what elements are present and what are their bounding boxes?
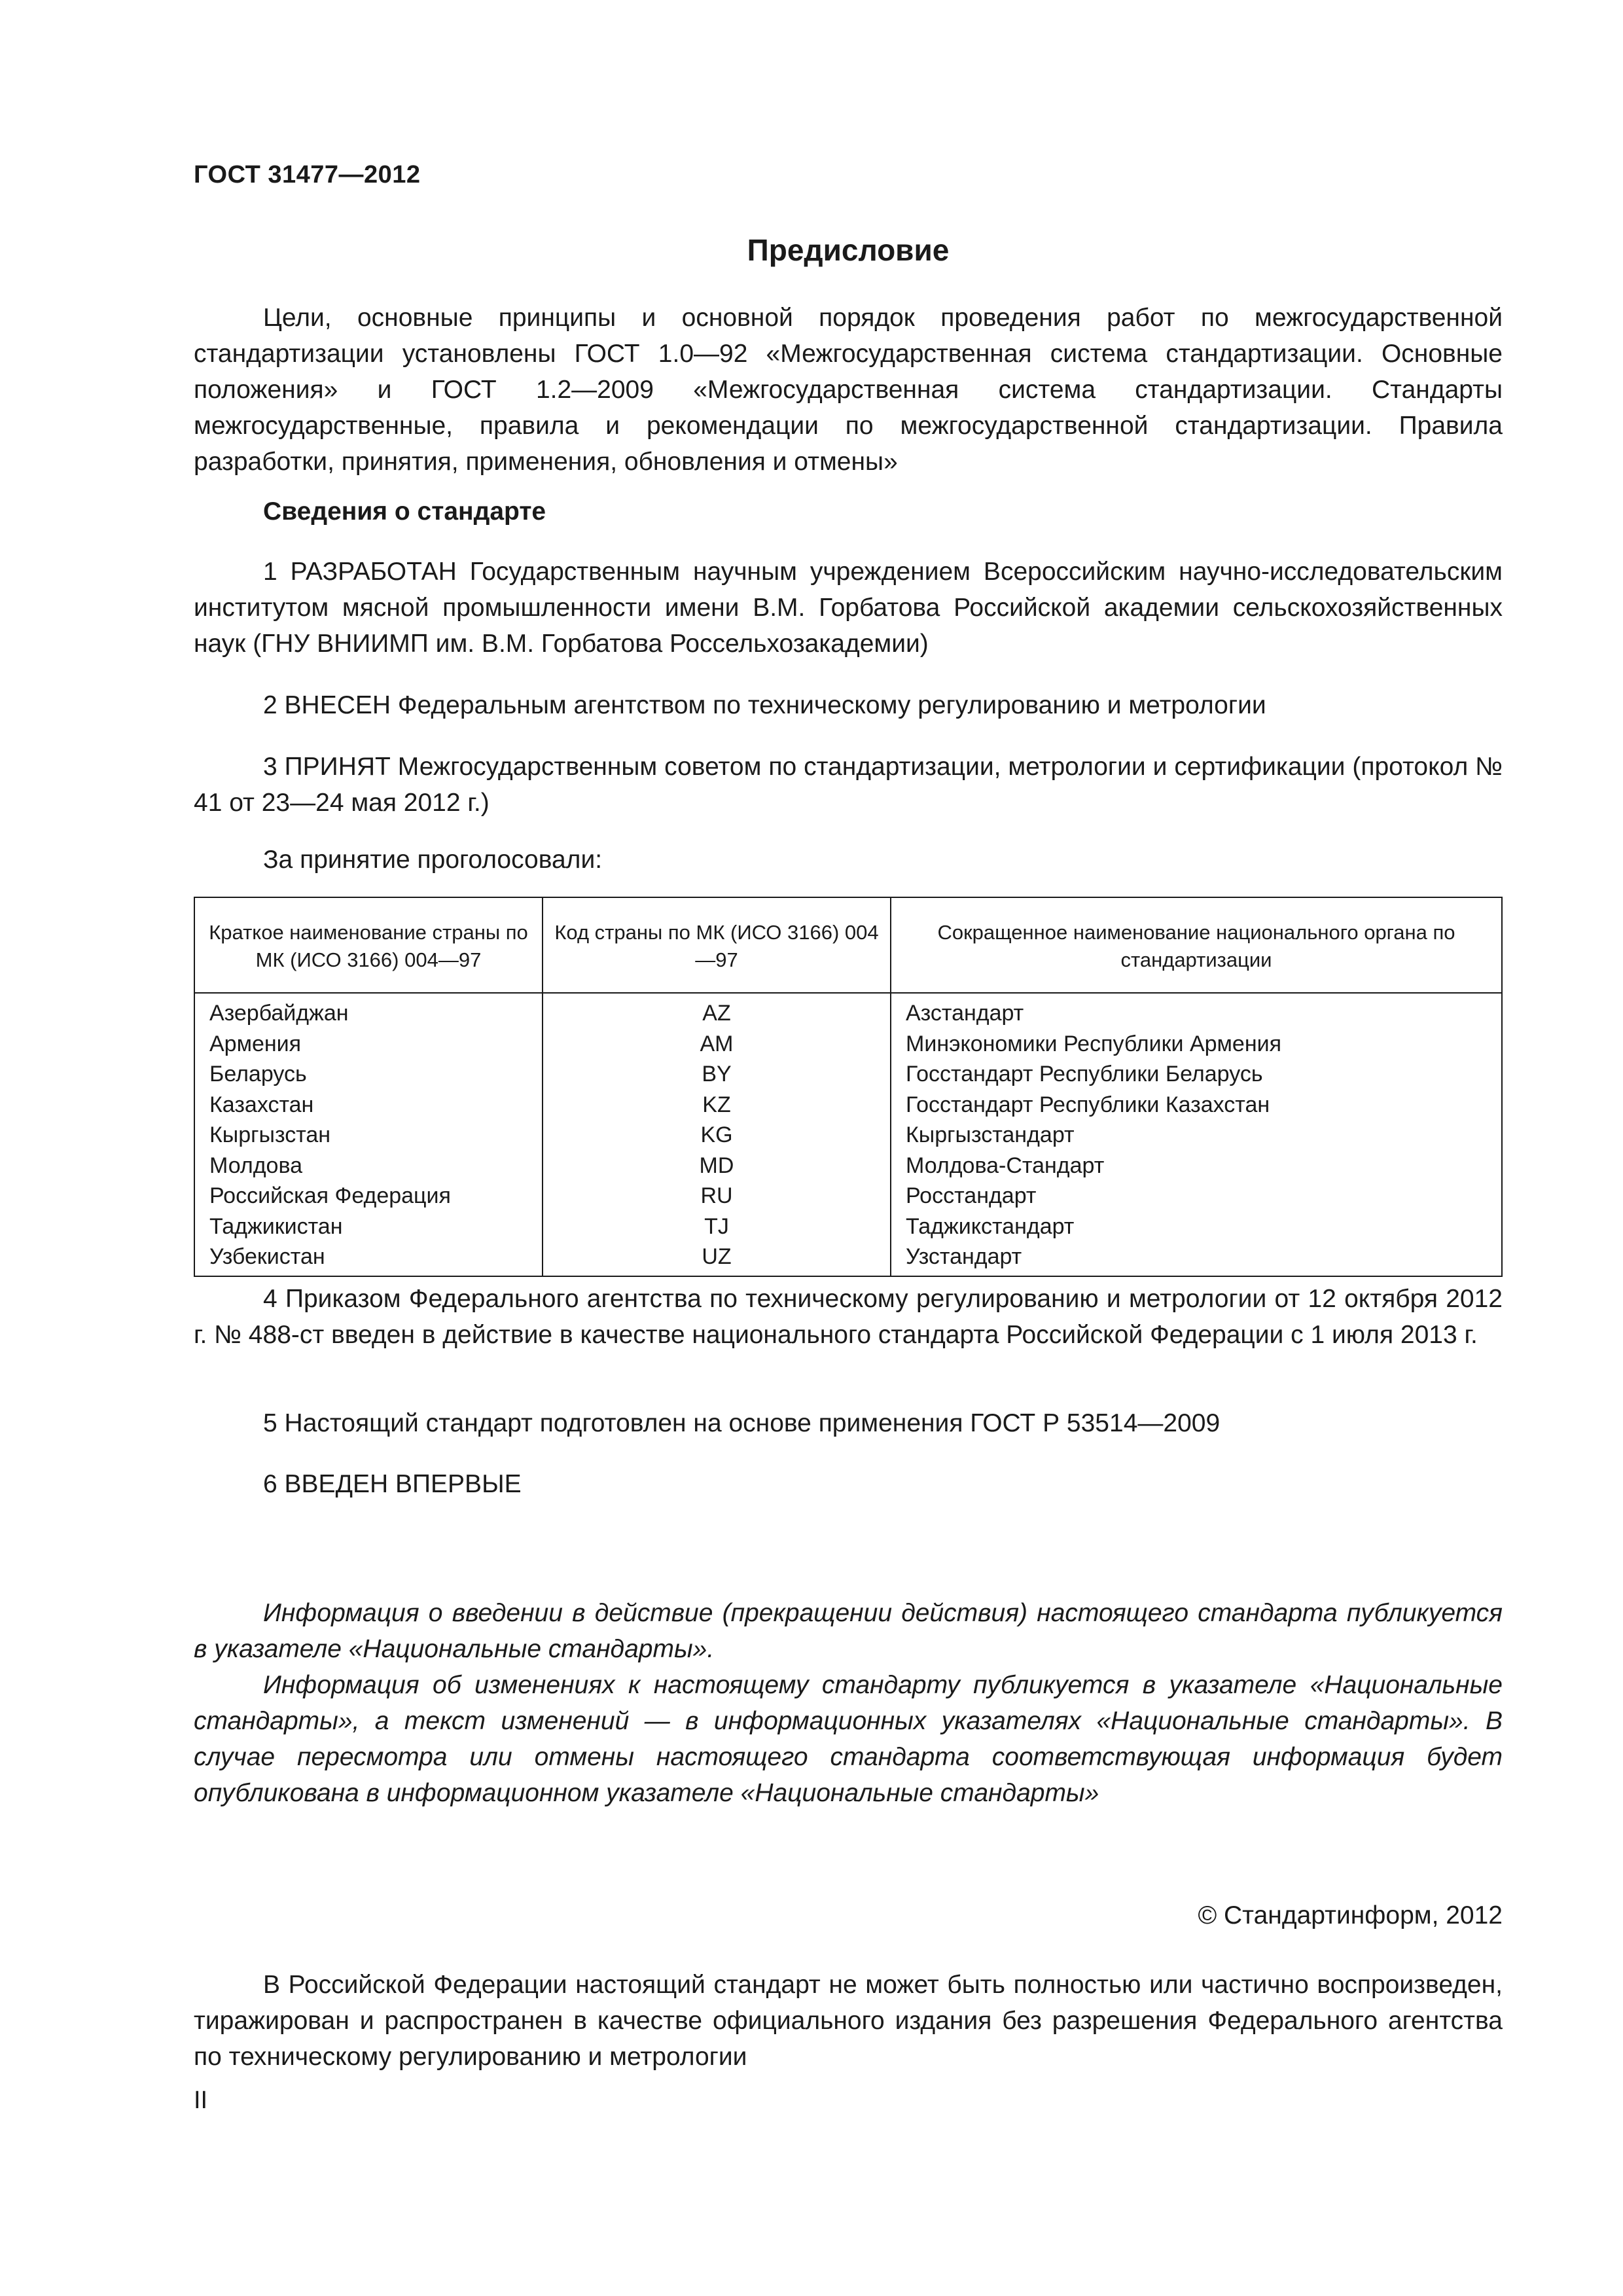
table-row [194,993,1502,1027]
country-code-cell: KG [543,1118,891,1149]
standards-body-cell: Госстандарт Республики Беларусь [891,1057,1502,1088]
table-row [194,1179,1502,1210]
table-body [194,993,1502,1276]
table-header-row [194,897,1502,993]
item-6-paragraph: 6 ВВЕДЕН ВПЕРВЫЕ [263,1470,522,1498]
country-code-cell: TJ [543,1210,891,1240]
country-cell: Азербайджан [209,1001,349,1026]
table-header-code: Код страны по МК (ИСО 3166) 004—97 [543,897,891,993]
country-cell: Российская Федерация [209,1183,451,1208]
standard-code-header: ГОСТ 31477—2012 [194,161,421,188]
standards-body-cell: Росстандарт [891,1179,1502,1210]
standards-body-cell: Молдова-Стандарт [891,1149,1502,1179]
country-code-cell: RU [543,1179,891,1210]
item-1-paragraph: 1 РАЗРАБОТАН Государственным научным учреждением Всероссийским научно-исследовательским институтом мясной промышленности имени В.М. Горбатова Российской академии сельскохозяйственных наук (ГНУ ВНИИМП им. В.М. Горбатова Россельхозакадемии) [194,558,1503,658]
notice-paragraph-2: Информация об изменениях к настоящему стандарту публикуется в указателе «Национальные стандарты», а текст изменений — в информационных указателях «Национальные стандарты». В случае пересмотра или отмены настоящего стандарта соответствующая информация будет опубликована в информационном указателе «Национальные стандарты» [194,1671,1503,1807]
standards-body-cell: Узстандарт [891,1240,1502,1276]
country-cell: Казахстан [209,1092,314,1117]
country-code-cell: AZ [543,993,891,1027]
standards-body-cell: Госстандарт Республики Казахстан [891,1088,1502,1119]
voted-label: За принятие проголосовали: [263,846,603,874]
item-5-paragraph: 5 Настоящий стандарт подготовлен на основе применения ГОСТ Р 53514—2009 [263,1409,1221,1437]
standards-body-cell: Кыргызстандарт [891,1118,1502,1149]
table-row [194,1118,1502,1149]
table-header-country: Краткое наименование страны по МК (ИСО 3166) 004—97 [194,897,543,993]
section-title: Сведения о стандарте [263,497,546,526]
table-row [194,1057,1502,1088]
country-code-cell: UZ [543,1240,891,1276]
table-row [194,1240,1502,1276]
item-3-paragraph: 3 ПРИНЯТ Межгосударственным советом по стандартизации, метрологии и сертификации (протокол № 41 от 23—24 мая 2012 г.) [194,753,1503,817]
standards-body-cell: Минэкономики Республики Армения [891,1027,1502,1058]
country-code-cell: KZ [543,1088,891,1119]
standards-body-cell: Таджикстандарт [891,1210,1502,1240]
country-cell: Армения [209,1031,302,1056]
table-row [194,1027,1502,1058]
country-code-cell: AM [543,1027,891,1058]
standards-body-cell: Азстандарт [891,993,1502,1027]
rights-paragraph: В Российской Федерации настоящий стандарт не может быть полностью или частично воспроизведен, тиражирован и распространен в качестве официального издания без разрешения Федерального агентства по техническому регулированию и метрологии [194,1971,1503,2071]
table-row [194,1149,1502,1179]
intro-paragraph: Цели, основные принципы и основной порядок проведения работ по межгосударственной стандартизации установлены ГОСТ 1.0—92 «Межгосударственная система стандартизации. Основные положения» и ГОСТ 1.2—2009 «Межгосударственная система стандартизации. Стандарты межгосударственные, правила и рекомендации по межгосударственной стандартизации. Правила разработки, принятия, применения, обновления и отмены» [194,304,1503,476]
country-cell: Молдова [209,1153,303,1178]
country-cell: Таджикистан [209,1213,343,1239]
item-2-paragraph: 2 ВНЕСЕН Федеральным агентством по техническому регулированию и метрологии [263,691,1266,719]
country-cell: Беларусь [209,1062,307,1086]
copyright-notice: © Стандартинформ, 2012 [1198,1901,1503,1929]
item-4-paragraph: 4 Приказом Федерального агентства по техническому регулированию и метрологии от 12 октября 2012 г. № 488-ст введен в действие в качестве национального стандарта Российской Федерации с 1 июля 2013 г. [194,1285,1503,1349]
page-number: II [194,2087,208,2114]
document-page [194,0,1503,2296]
table-row [194,1210,1502,1240]
country-cell: Узбекистан [209,1244,325,1269]
country-code-cell: BY [543,1057,891,1088]
country-code-cell: MD [543,1149,891,1179]
voting-table [194,897,1503,1277]
notice-paragraph-1: Информация о введении в действие (прекращении действия) настоящего стандарта публикуется в указателе «Национальные стандарты». [194,1599,1503,1663]
table-row [194,1088,1502,1119]
country-cell: Кыргызстан [209,1122,331,1147]
page-title: Предисловие [747,233,950,267]
table-header-body: Сокращенное наименование национального органа по стандартизации [891,897,1502,993]
